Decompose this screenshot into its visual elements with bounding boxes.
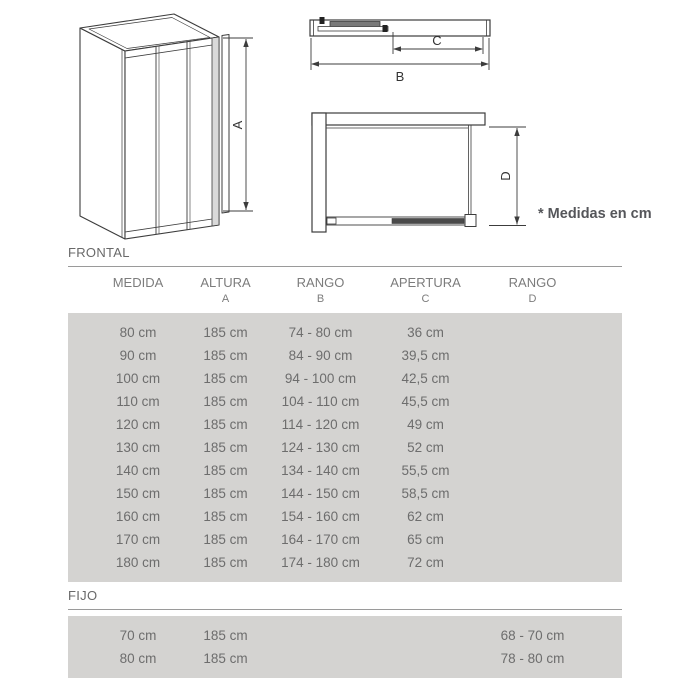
table-cell: 94 - 100 cm [284,371,357,386]
table-cell: 150 cm [115,486,161,501]
table-cell: 174 - 180 cm [281,555,360,570]
table-row [68,528,622,551]
table-cell [478,505,622,528]
table-cell: 110 cm [116,394,160,409]
table-row [68,624,622,647]
table-row [68,505,622,528]
table-cell [478,367,622,390]
table-cell [478,413,622,436]
table-cell: 70 cm [119,628,157,643]
table-cell: 80 cm [119,651,157,666]
table-cell: 124 - 130 cm [281,440,360,455]
table-cell [478,436,622,459]
frontal-section [68,245,622,582]
table-cell [478,459,622,482]
table-cell: 80 cm [119,325,157,340]
table-row [68,413,622,436]
table-row [68,275,622,291]
table-cell: 160 cm [115,509,161,524]
table-cell: 49 cm [407,417,444,432]
table-cell: 185 cm [203,463,248,478]
table-cell: 68 - 70 cm [500,628,565,643]
table-cell: 120 cm [115,417,161,432]
table-cell [268,647,373,670]
front-perspective-diagram [72,8,262,243]
table-row [68,459,622,482]
table-row [68,436,622,459]
table-cell: 185 cm [203,555,248,570]
table-cell [373,624,478,647]
table-cell: 185 cm [203,417,248,432]
table-cell: ALTURA [200,275,251,290]
table-cell: 134 - 140 cm [281,463,360,478]
table-cell: 185 cm [203,394,248,409]
table-row [68,482,622,505]
units-note: * Medidas en cm [538,206,652,222]
table-cell: 100 cm [115,371,161,386]
table-row [68,321,622,344]
table-cell: 72 cm [407,555,444,570]
frontal-divider [68,266,622,267]
table-cell: 114 - 120 cm [281,417,360,432]
table-cell: D [528,293,537,305]
table-cell [373,647,478,670]
table-cell: B [316,293,325,305]
table-cell: 90 cm [119,348,157,363]
table-cell: 42,5 cm [401,371,450,386]
table-row [68,551,622,574]
frontal-header-row [68,275,622,291]
table-cell: 180 cm [115,555,161,570]
table-row [68,344,622,367]
table-cell [478,551,622,574]
table-cell: 55,5 cm [401,463,450,478]
table-cell: 185 cm [203,325,248,340]
table-cell: 185 cm [203,371,248,386]
table-cell: 65 cm [407,532,444,547]
plan-view-diagram [303,102,538,237]
table-row [68,390,622,413]
table-cell: 58,5 cm [401,486,450,501]
table-cell: MEDIDA [112,275,164,290]
dimension-a-label: A [230,120,245,130]
table-cell: 154 - 160 cm [281,509,360,524]
table-cell: 74 - 80 cm [288,325,353,340]
table-cell [478,390,622,413]
table-row [68,291,622,307]
table-cell: 185 cm [203,440,248,455]
frontal-header-letters [68,291,622,307]
table-cell: 185 cm [203,348,248,363]
table-cell: 84 - 90 cm [288,348,353,363]
table-cell: 140 cm [115,463,161,478]
top-view-diagram [303,14,503,94]
table-cell [268,624,373,647]
table-cell: 170 cm [115,532,161,547]
dimension-c-label: C [432,33,442,48]
table-row [68,647,622,670]
table-cell: 130 cm [115,440,161,455]
table-cell: A [221,293,230,305]
dimension-d-label: D [498,171,513,181]
table-cell: 78 - 80 cm [500,651,565,666]
table-cell: 185 cm [203,509,248,524]
table-cell: 45,5 cm [401,394,450,409]
fijo-section [68,588,622,678]
dimension-b-label: B [395,69,405,84]
table-cell: 36 cm [407,325,444,340]
fijo-table [68,616,622,678]
frontal-table [68,313,622,582]
frontal-title: FRONTAL [68,245,130,260]
table-cell: APERTURA [390,275,461,290]
table-cell: 144 - 150 cm [281,486,360,501]
table-cell: C [421,293,430,305]
table-row [68,367,622,390]
table-cell: RANGO [508,275,557,290]
fijo-divider [68,609,622,610]
table-cell: 62 cm [407,509,444,524]
table-cell: 104 - 110 cm [281,394,360,409]
table-cell [478,528,622,551]
table-cell: 185 cm [203,651,248,666]
table-cell [478,344,622,367]
table-cell: RANGO [296,275,345,290]
table-cell [68,291,183,307]
table-cell: 185 cm [203,486,248,501]
table-cell: 52 cm [407,440,444,455]
table-cell: 164 - 170 cm [281,532,360,547]
table-cell: 39,5 cm [401,348,450,363]
table-cell [478,482,622,505]
table-cell: 185 cm [203,532,248,547]
fijo-title: FIJO [68,588,98,603]
table-cell: 185 cm [203,628,248,643]
table-cell [478,321,622,344]
